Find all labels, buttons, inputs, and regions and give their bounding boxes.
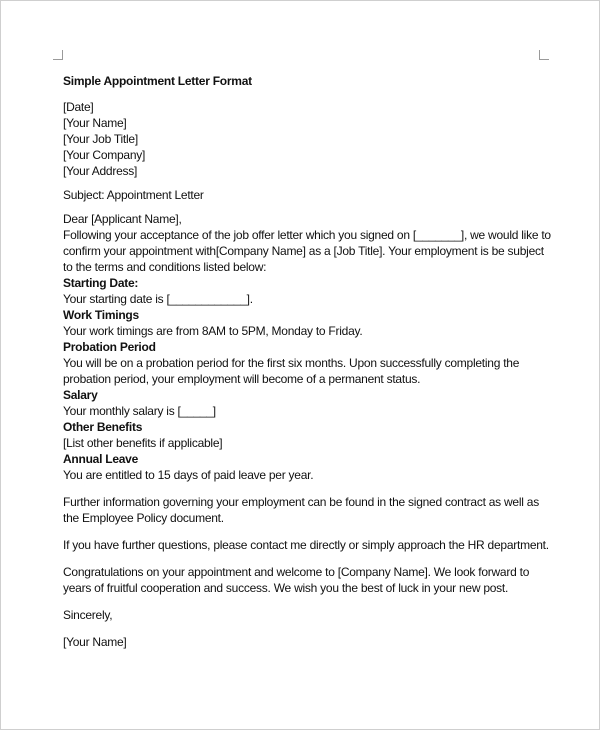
section-heading-probation-period: Probation Period: [63, 340, 156, 354]
section-text-other-benefits: [List other benefits if applicable]: [63, 436, 223, 450]
subject-line: Subject: Appointment Letter: [63, 188, 204, 202]
section-text-work-timings: Your work timings are from 8AM to 5PM, Monday to Friday.: [63, 324, 363, 338]
section-heading-annual-leave: Annual Leave: [63, 452, 139, 466]
section-text-probation-period: You will be on a probation period for the first six months. Upon successfully completing the probation period, your employment will become of a permanent status.: [63, 356, 520, 386]
salutation: Dear [Applicant Name],: [63, 212, 182, 226]
document-body[interactable]: [63, 73, 553, 650]
congratulations-paragraph: Congratulations on your appointment and welcome to [Company Name]. We look forward to years of fruitful cooperation and success. We wish you the best of luck in your new post.: [63, 565, 530, 595]
intro-paragraph: Following your acceptance of the job offer letter which you signed on [_______], we would like to confirm your appointment with[Company Name] as a [Job Title]. Your employment is be subject to the terms and conditions listed below:: [63, 228, 551, 274]
header-line-job-title: [Your Job Title]: [63, 132, 138, 146]
section-heading-other-benefits: Other Benefits: [63, 420, 143, 434]
section-heading-starting-date: Starting Date:: [63, 276, 139, 290]
questions-paragraph: If you have further questions, please contact me directly or simply approach the HR department.: [63, 538, 549, 552]
section-heading-work-timings: Work Timings: [63, 308, 139, 322]
page-corner-mark-top-right: [539, 50, 549, 60]
further-information-paragraph: Further information governing your employment can be found in the signed contract as well as the Employee Policy document.: [63, 495, 539, 525]
page-corner-mark-top-left: [53, 50, 63, 60]
section-text-annual-leave: You are entitled to 15 days of paid leave per year.: [63, 468, 314, 482]
section-text-starting-date: Your starting date is [____________].: [63, 292, 253, 306]
signature-line: [Your Name]: [63, 635, 127, 649]
header-line-date: [Date]: [63, 100, 94, 114]
header-line-address: [Your Address]: [63, 164, 138, 178]
document-title: Simple Appointment Letter Format: [63, 74, 252, 88]
closing-line: Sincerely,: [63, 608, 113, 622]
header-line-company: [Your Company]: [63, 148, 146, 162]
header-line-name: [Your Name]: [63, 116, 127, 130]
section-heading-salary: Salary: [63, 388, 98, 402]
section-text-salary: Your monthly salary is [_____]: [63, 404, 216, 418]
